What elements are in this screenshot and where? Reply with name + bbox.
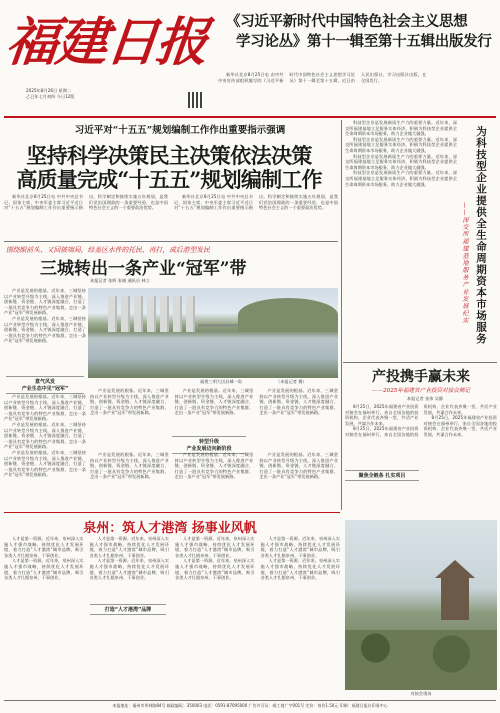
right-vertical-title: 为科技型企业提供全生命周期资本市场服务 — [475, 126, 487, 345]
feature-byline: 本报记者 张辉 张晓 通讯员 林立 — [90, 278, 150, 283]
lead-headline-line1: 坚持科学决策民主决策依法决策 — [26, 143, 312, 168]
photo-buildings — [108, 296, 198, 332]
lead-divider — [4, 241, 338, 242]
feature-photo — [88, 288, 338, 378]
top-headline-body: 新华社北京8月25日电 由中共中央宣传部组织编写的《习近平新时代中国特色社会主义思想学习论丛》第十一辑至第十五辑，近日由人民出版社、学习出版社出版，在全国发行。 — [218, 72, 427, 83]
photo-pavilion — [435, 560, 475, 620]
photo-hill — [238, 298, 338, 332]
footer-rule — [4, 700, 496, 701]
footer-text: 本报地址：福州市华林路84号 邮政编码：350003 电话：0591-87095000 广告许可证：闽工商广字001号 定价：每份1.50元 印刷：福建日报社印务中心 — [112, 703, 388, 708]
bottom-story-body: 人才是第一资源。近年来，泉州深入实施人才强市战略，持续优化人才发展环境，着力打造“人才港湾”城市品牌，吸引各类人才扎根泉州、干事创业。 人才是第一资源。近年来，泉州深入实施人才强市战略，持续优化人才发展环境，着力打造“人才港湾”城市品牌，吸引各类人才扎根泉州、干事创业。 人才是第一资源。近年来，泉州深入实施人才强市战略，持续优化人才发展环境，着力打造“人才港湾”城市品牌，吸引各类人才扎根泉州、干事创业。 人才是第一资源。近年来，泉州深入实施人才强市战略，持续优化人才发展环境，着力打造“人才港湾”城市品牌，吸引各类人才扎根泉州、干事创业。 人才是第一资源。近年来，泉州深入实施人才强市战略，持续优化人才发展环境，着力打造“人才港湾”城市品牌，吸引各类人才扎根泉州、干事创业。 人才是第一资源。近年来，泉州深入实施人才强市战略，持续优化人才发展环境，着力打造“人才港湾”城市品牌，吸引各类人才扎根泉州、干事创业。 人才是第一资源。近年来，泉州深入实施人才强市战略，持续优化人才发展环境，着力打造“人才港湾”城市品牌，吸引各类人才扎根泉州、干事创业。 人才是第一资源。近年来，泉州深入实施人才强市战略，持续优化人才发展环境，着力打造“人才港湾”城市品牌，吸引各类人才扎根泉州、干事创业。 — [4, 536, 340, 581]
feature-subhead-2: 转型升级 产业发展迈向新阶段 — [172, 436, 246, 454]
feature-subhead-1: 意气风发 产业生态中见“冠军” — [6, 376, 84, 394]
feature-lower-columns: 产业是发展的根基。近年来，三城坚持以产业转型升级为主线，深入推进产业链、创新链、资金链、人才链深度融合，打造了一批具有竞争力的特色产业集群，走出一条产业“冠军”带发展新路。 产业是发展的根基。近年来，三城坚持以产业转型升级为主线，深入推进产业链、创新链、资金链、人才链深度融合，打造了一批具有竞争力的特色产业集群，走出一条产业“冠军”带发展新路。 产业是发展的根基。近年来，三城坚持以产业转型升级为主线，深入推进产业链、创新链、资金链、人才链深度融合，打造了一批具有竞争力的特色产业集群，走出一条产业“冠军”带发展新路。 — [90, 452, 338, 480]
right-lower-divider — [343, 362, 497, 363]
feature-title: 三城转出一条产业“冠军”带 — [40, 259, 247, 279]
top-headline-line1: 《习近平新时代中国特色社会主义思想 — [226, 13, 468, 30]
right-lower-byline: 本报记者 张伟 吴静 — [406, 396, 444, 401]
lead-body: 新华社北京8月25日电 中共中央总书记、国家主席、中央军委主席习近平近日对“十五五”规划编制工作作出重要指示指出，科学制定和接续实施五年规划，是我们党治国理政的一条重要经验，也是中国特色社会主义的一个重要政治优势。 新华社北京8月25日电 中共中央总书记、国家主席、中央军委主席习近平近日对“十五五”规划编制工作作出重要指示指出，科学制定和接续实施五年规划，是我们党治国理政的一条重要经验，也是中国特色社会主义的一个重要政治优势。 — [4, 194, 338, 211]
right-column-body-top: 科技型企业是发展新质生产力的重要力量。近年来，深交所福建基地立足服务实体经济，积极为科技型企业提供全生命周期资本市场服务，助力企业做大做强。 科技型企业是发展新质生产力的重要力量。近年来，深交所福建基地立足服务实体经济，积极为科技型企业提供全生命周期资本市场服务，助力企业做大做强。 科技型企业是发展新质生产力的重要力量。近年来，深交所福建基地立足服务实体经济，积极为科技型企业提供全生命周期资本市场服务，助力企业做大做强。 科技型企业是发展新质生产力的重要力量。近年来，深交所福建基地立足服务实体经济，积极为科技型企业提供全生命周期资本市场服务，助力企业做大做强。 — [345, 120, 457, 187]
right-lower-body: 8月25日，2025年福建省产业投资对接会在福州举行，来自全国各地的投资机构、企业代表齐聚一堂，共话产业发展，共谋合作未来。 8月25日，2025年福建省产业投资对接会在福州举行，来自全国各地的投资机构、企业代表齐聚一堂，共话产业发展，共谋合作未来。 8月25日，2025年福建省产业投资对接会在福州举行，来自全国各地的投资机构、企业代表齐聚一堂，共话产业发展，共谋合作未来。 — [345, 404, 497, 437]
masthead-date: 2025年8月26日 星期二 — [26, 88, 72, 93]
right-lower-photo-caption: 对接会现场 — [410, 691, 432, 696]
feature-left-column: 产业是发展的根基。近年来，三城坚持以产业转型升级为主线，深入推进产业链、创新链、资金链、人才链深度融合，打造了一批具有竞争力的特色产业集群，走出一条产业“冠军”带发展新路。 产业是发展的根基。近年来，三城坚持以产业转型升级为主线，深入推进产业链、创新链、资金链、人才链深度融合，打造了一批具有竞争力的特色产业集群，走出一条产业“冠军”带发展新路。 — [4, 288, 86, 344]
masthead-logo — [2, 0, 216, 86]
photo-trees — [345, 630, 497, 690]
logo-text: 福建日报 — [2, 12, 210, 73]
lead-kicker: 习近平对“十五五”规划编制工作作出重要指示强调 — [74, 125, 286, 136]
right-lower-photo — [345, 520, 497, 690]
masthead-divider — [4, 116, 496, 118]
right-column-divider — [341, 120, 342, 510]
bottom-story-title: 泉州：筑人才港湾 扬事业风帆 — [83, 521, 257, 536]
right-vertical-subtitle: ——深交所福建基地服务产业发展纪实 — [461, 202, 468, 325]
right-lower-title: 产投携手赢未来 — [372, 369, 470, 385]
masthead-issue: 乙巳年七月初四 今日12版 — [26, 94, 75, 99]
photo-caption-right: （本报记者 摄） — [276, 379, 307, 384]
bottom-story-subhead: 打造“人才港湾”品牌 — [90, 604, 166, 615]
qr-code-icon — [188, 92, 204, 108]
photo-caption-left: 福建三明大田县城一角 — [200, 379, 242, 384]
bottom-divider — [4, 512, 340, 513]
feature-kicker: 围绕眼前头、又回披端局，经盖区水件的托民、再打，成后游型发民 — [6, 246, 210, 254]
top-headline-line2: 学习论丛》第十一辑至第十五辑出版发行 — [236, 33, 492, 50]
feature-middle-columns: 产业是发展的根基。近年来，三城坚持以产业转型升级为主线，深入推进产业链、创新链、资金链、人才链深度融合，打造了一批具有竞争力的特色产业集群，走出一条产业“冠军”带发展新路。 产业是发展的根基。近年来，三城坚持以产业转型升级为主线，深入推进产业链、创新链、资金链、人才链深度融合，打造了一批具有竞争力的特色产业集群，走出一条产业“冠军”带发展新路。 产业是发展的根基。近年来，三城坚持以产业转型升级为主线，深入推进产业链、创新链、资金链、人才链深度融合，打造了一批具有竞争力的特色产业集群，走出一条产业“冠军”带发展新路。 — [90, 388, 338, 416]
feature-left-column-2: 产业是发展的根基。近年来，三城坚持以产业转型升级为主线，深入推进产业链、创新链、资金链、人才链深度融合，打造了一批具有竞争力的特色产业集群，走出一条产业“冠军”带发展新路。 产业是发展的根基。近年来，三城坚持以产业转型升级为主线，深入推进产业链、创新链、资金链、人才链深度融合，打造了一批具有竞争力的特色产业集群，走出一条产业“冠军”带发展新路。 产业是发展的根基。近年来，三城坚持以产业转型升级为主线，深入推进产业链、创新链、资金链、人才链深度融合，打造了一批具有竞争力的特色产业集群，走出一条产业“冠军”带发展新路。 — [4, 394, 86, 478]
right-lower-subhead: 聚焦全链条 扎实项目 — [345, 470, 419, 481]
lead-headline-line2: 高质量完成“十五五”规划编制工作 — [16, 167, 322, 192]
right-lower-subtitle: ——2025年福建省产业投资对接会侧记 — [371, 388, 471, 394]
